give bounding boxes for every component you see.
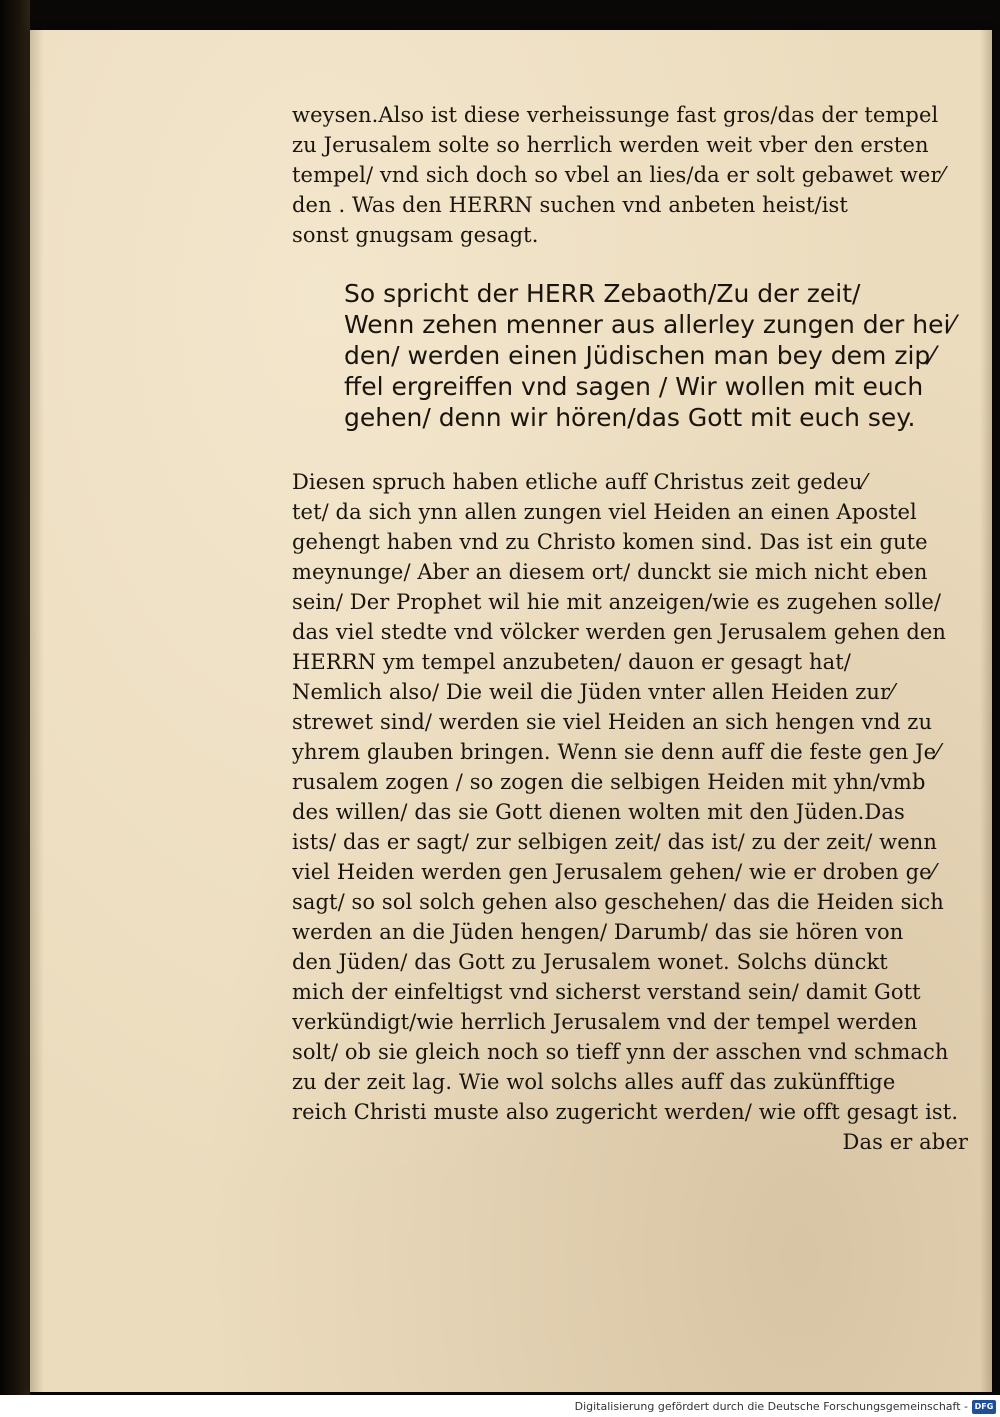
text-line: weysen.Also ist diese verheissunge fast gros/das der tempel (292, 103, 939, 127)
quote-line: So spricht der HERR Zebaoth/Zu der zeit/ (344, 279, 861, 308)
text-line: Diesen spruch haben etliche auff Christus zeit gedeu⁄ (292, 470, 867, 494)
text-line: viel Heiden werden gen Jerusalem gehen/ wie er droben ge⁄ (292, 860, 936, 884)
quote-line: Wenn zehen menner aus allerley zungen der hei⁄ (344, 310, 955, 339)
text-line: sonst gnugsam gesagt. (292, 223, 539, 247)
text-line: strewet sind/ werden sie viel Heiden an sich hengen vnd zu (292, 710, 933, 734)
quote-line: den/ werden einen Jüdischen man bey dem zip⁄ (344, 341, 935, 370)
text-line: zu Jerusalem solte so herrlich werden weit vber den ersten (292, 133, 929, 157)
binding-shadow (0, 0, 30, 1395)
paragraph-1 (292, 100, 982, 250)
text-line: den . Was den HERRN suchen vnd anbeten heist/ist (292, 193, 848, 217)
paragraph-2 (292, 467, 982, 1157)
quote-line: ffel ergreiffen vnd sagen / Wir wollen mit euch (344, 372, 924, 401)
text-line: werden an die Jüden hengen/ Darumb/ das sie hören von (292, 920, 904, 944)
book-page (30, 30, 992, 1392)
text-line: des willen/ das sie Gott dienen wolten mit den Jüden.Das (292, 800, 905, 824)
text-line: zu der zeit lag. Wie wol solchs alles auff das zukünfftige (292, 1070, 896, 1094)
text-line: gehengt haben vnd zu Christo komen sind. Das ist ein gute (292, 530, 928, 554)
funding-credit: Digitalisierung gefördert durch die Deutsche Forschungsgemeinschaft - (574, 1400, 968, 1413)
text-block (292, 100, 982, 1157)
text-line: ists/ das er sagt/ zur selbigen zeit/ das ist/ zu der zeit/ wenn (292, 830, 937, 854)
quote-line: gehen/ denn wir hören/das Gott mit euch sey. (344, 403, 916, 432)
text-line: tet/ da sich ynn allen zungen viel Heiden an einen Apostel (292, 500, 917, 524)
text-line: yhrem glauben bringen. Wenn sie denn auff die feste gen Je⁄ (292, 740, 940, 764)
text-line: sein/ Der Prophet wil hie mit anzeigen/wie es zugehen solle/ (292, 590, 942, 614)
footer-bar (0, 1395, 1000, 1417)
text-line: tempel/ vnd sich doch so vbel an lies/da er solt gebawet wer⁄ (292, 163, 945, 187)
text-line: rusalem zogen / so zogen die selbigen Heiden mit yhn/vmb (292, 770, 926, 794)
text-line: mich der einfeltigst vnd sicherst verstand sein/ damit Gott (292, 980, 921, 1004)
scripture-quote (344, 278, 982, 433)
text-line: das viel stedte vnd völcker werden gen Jerusalem gehen den (292, 620, 947, 644)
text-line: Nemlich also/ Die weil die Jüden vnter allen Heiden zur⁄ (292, 680, 894, 704)
text-line: meynunge/ Aber an diesem ort/ dunckt sie mich nicht eben (292, 560, 928, 584)
text-line: den Jüden/ das Gott zu Jerusalem wonet. Solchs dünckt (292, 950, 888, 974)
dfg-logo-icon[interactable]: DFG (972, 1400, 996, 1414)
catchword: Das er aber (842, 1130, 968, 1154)
text-line: sagt/ so sol solch gehen also geschehen/ das die Heiden sich (292, 890, 944, 914)
text-line: HERRN ym tempel anzubeten/ dauon er gesagt hat/ (292, 650, 851, 674)
text-line: reich Christi muste also zugericht werden/ wie offt gesagt ist. (292, 1100, 959, 1124)
text-line: verkündigt/wie herrlich Jerusalem vnd der tempel werden (292, 1010, 918, 1034)
text-line: solt/ ob sie gleich noch so tieff ynn der asschen vnd schmach (292, 1040, 949, 1064)
